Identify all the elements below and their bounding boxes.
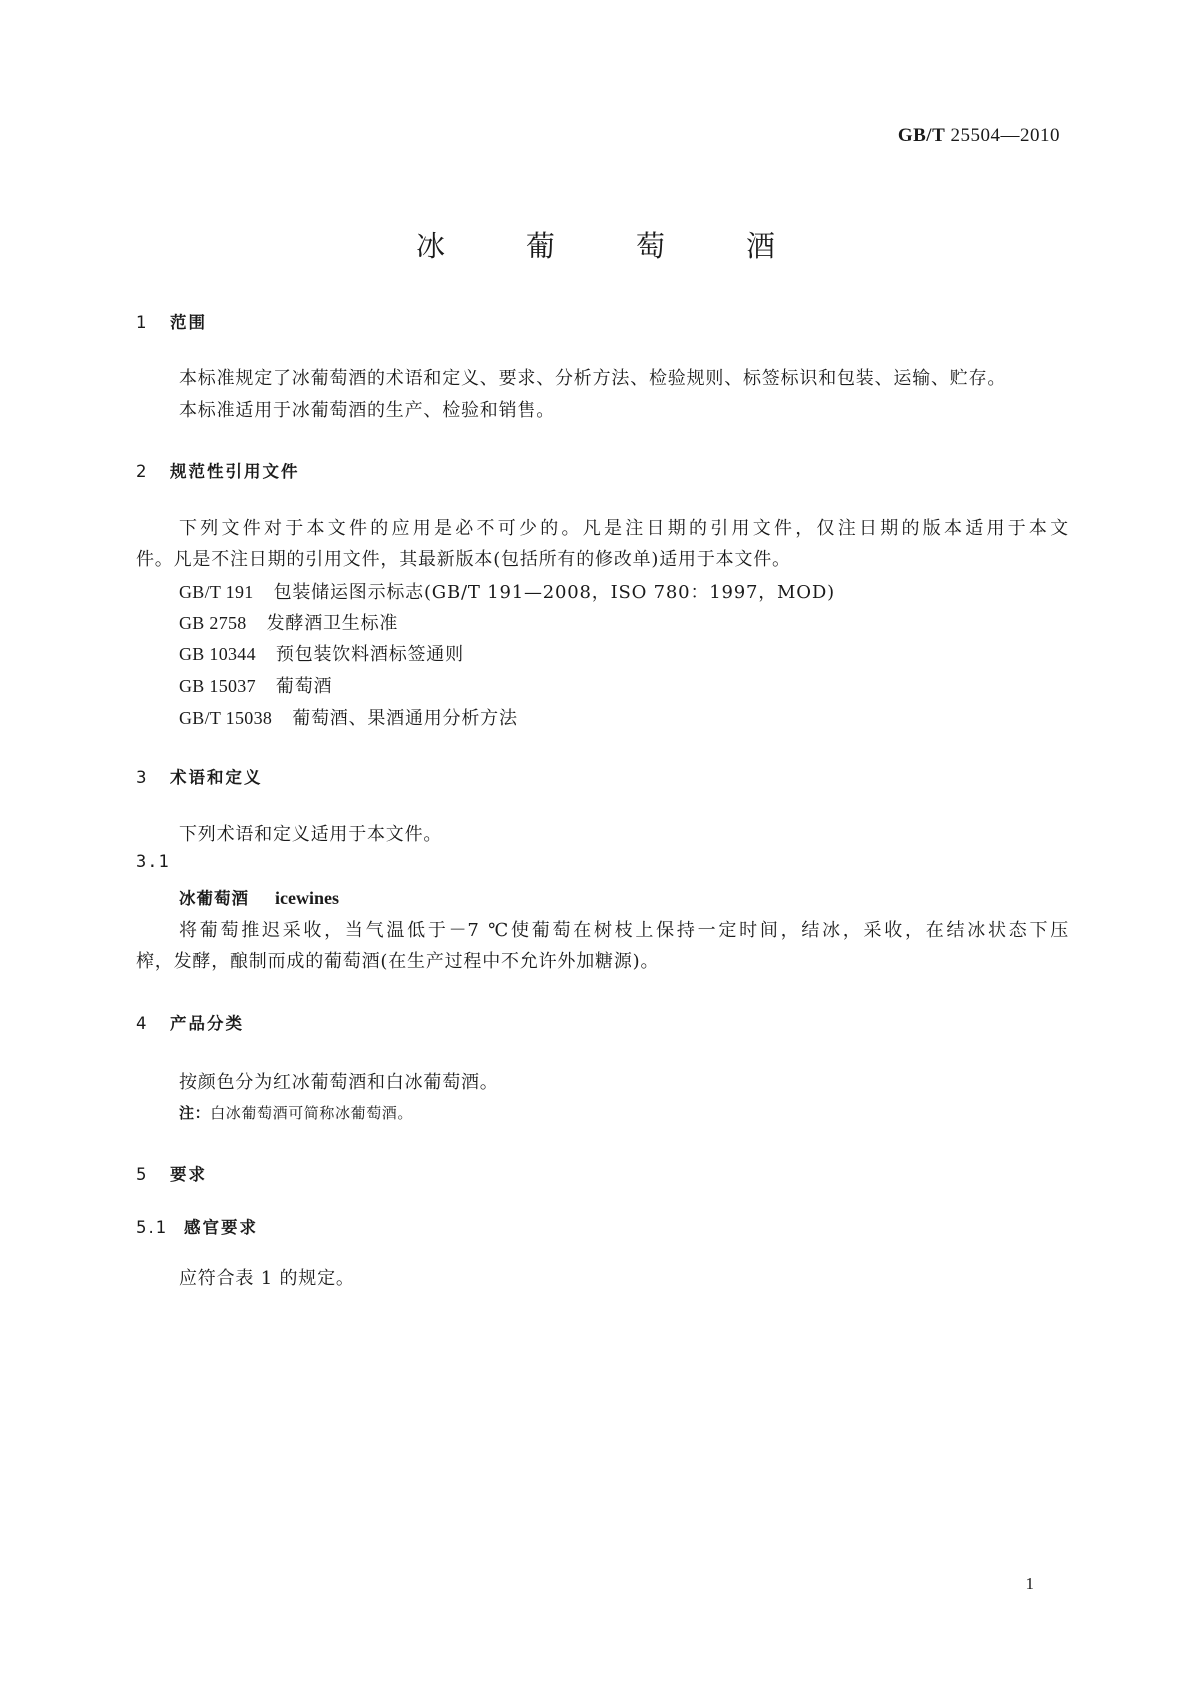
section-number: 5.1 (136, 1218, 169, 1237)
section-4-text: 按颜色分为红冰葡萄酒和白冰葡萄酒。 (179, 1072, 499, 1093)
section-title: 要求 (170, 1165, 207, 1184)
standard-code (898, 125, 1060, 147)
page-number: 1 (1025, 1574, 1034, 1593)
section-title: 术语和定义 (170, 768, 263, 787)
definition-line-2: 榨，发酵，酿制而成的葡萄酒(在生产过程中不允许外加糖源)。 (136, 951, 660, 972)
section-title: 规范性引用文件 (170, 462, 300, 481)
section-2-intro-line-2: 件。凡是不注日期的引用文件，其最新版本(包括所有的修改单)适用于本文件。 (136, 549, 791, 570)
reference-item (179, 704, 518, 730)
term-english: icewines (275, 888, 339, 908)
reference-item (179, 578, 835, 604)
note-text: 白冰葡萄酒可简称冰葡萄酒。 (210, 1104, 414, 1122)
section-4-heading (136, 1010, 244, 1034)
section-number: 5 (136, 1165, 149, 1184)
reference-code: GB 15037 (179, 676, 256, 696)
section-1-paragraph-1: 本标准规定了冰葡萄酒的术语和定义、要求、分析方法、检验规则、标签标识和包装、运输、贮存。 (179, 368, 1007, 389)
reference-name: 葡萄酒、果酒通用分析方法 (292, 708, 518, 729)
reference-name: 包装储运图示标志(GB/T 191—2008，ISO 780：1997，MOD) (273, 582, 835, 603)
section-number: 2 (136, 462, 149, 481)
section-5-heading (136, 1161, 207, 1185)
standard-code-number: 25504—2010 (950, 125, 1060, 146)
section-2-intro-line-1: 下列文件对于本文件的应用是必不可少的。凡是注日期的引用文件，仅注日期的版本适用于本文 (179, 518, 1069, 539)
section-5-1-heading (136, 1214, 258, 1238)
section-1-heading (136, 309, 207, 333)
note-label: 注： (179, 1104, 211, 1122)
document-title: 冰 葡 萄 酒 (415, 229, 801, 263)
term-entry (179, 885, 339, 909)
reference-code: GB/T 191 (179, 582, 254, 602)
subsection-number: 3.1 (136, 852, 170, 872)
reference-code: GB/T 15038 (179, 708, 273, 728)
section-number: 3 (136, 768, 149, 787)
term-chinese: 冰葡萄酒 (179, 889, 249, 908)
reference-item (179, 609, 398, 635)
section-3-intro: 下列术语和定义适用于本文件。 (179, 824, 443, 845)
section-number: 4 (136, 1014, 149, 1033)
standard-code-prefix: GB/T (897, 125, 946, 146)
reference-name: 预包装饮料酒标签通则 (275, 644, 464, 665)
section-title: 感官要求 (184, 1218, 258, 1237)
reference-code: GB 10344 (179, 644, 256, 664)
section-5-1-text: 应符合表 1 的规定。 (179, 1268, 355, 1289)
note (179, 1102, 413, 1123)
section-3-heading (136, 764, 263, 788)
section-1-paragraph-2: 本标准适用于冰葡萄酒的生产、检验和销售。 (179, 400, 555, 421)
section-title: 范围 (170, 313, 207, 332)
section-number: 1 (136, 313, 149, 332)
reference-item (179, 640, 464, 666)
definition-line-1: 将葡萄推迟采收，当气温低于－7 ℃使葡萄在树枝上保持一定时间，结冰，采收，在结冰状态下压 (179, 920, 1069, 941)
section-title: 产品分类 (170, 1014, 244, 1033)
section-2-heading (136, 458, 300, 482)
reference-code: GB 2758 (179, 613, 247, 633)
reference-name: 葡萄酒 (275, 676, 333, 697)
reference-name: 发酵酒卫生标准 (266, 613, 399, 634)
reference-item (179, 672, 332, 698)
